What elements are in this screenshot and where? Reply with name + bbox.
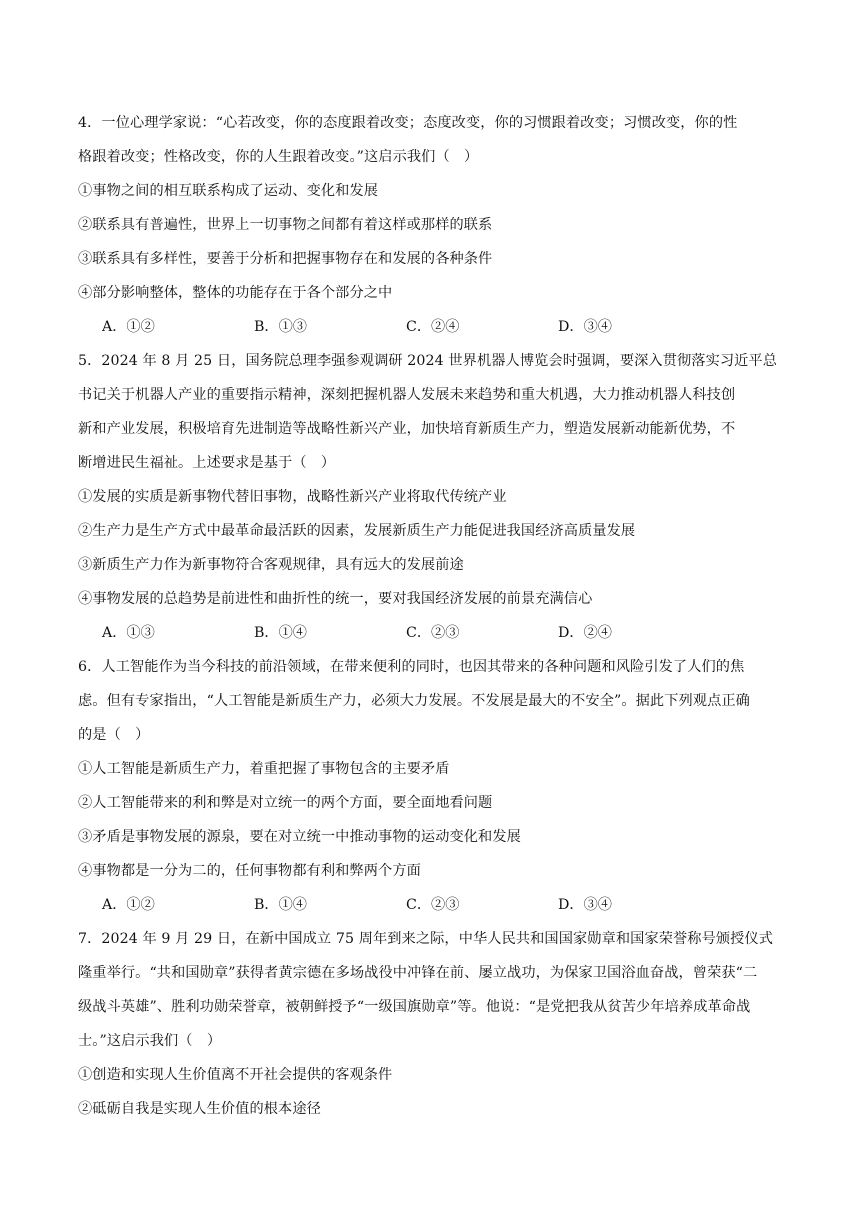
option-a: A．①② xyxy=(102,319,155,335)
question-5 xyxy=(78,344,786,650)
question-6 xyxy=(78,650,786,922)
answer-options xyxy=(78,310,786,344)
question-stem-line: 5．2024 年 8 月 25 日，国务院总理李强参观调研 2024 世界机器人博览会时强调，要深入贯彻落实习近平总 xyxy=(78,353,778,369)
question-stem-line: 隆重举行。“共和国勋章”获得者黄宗德在多场战役中冲锋在前、屡立战功，为保家卫国浴血奋战，曾荣获“二 xyxy=(78,965,758,981)
statement: ④事物都是一分为二的，任何事物都有利和弊两个方面 xyxy=(78,863,421,879)
option-a: A．①③ xyxy=(102,625,155,641)
question-stem-line: 7．2024 年 9 月 29 日，在新中国成立 75 周年到来之际，中华人民共和国国家勋章和国家荣誉称号颁授仪式 xyxy=(78,931,774,947)
option-a: A．①② xyxy=(102,897,155,913)
statement: ③矛盾是事物发展的源泉，要在对立统一中推动事物的运动变化和发展 xyxy=(78,829,521,845)
statement: ③联系具有多样性，要善于分析和把握事物存在和发展的各种条件 xyxy=(78,251,493,267)
statement: ④事物发展的总趋势是前进性和曲折性的统一，要对我国经济发展的前景充满信心 xyxy=(78,591,593,607)
question-4 xyxy=(78,106,786,344)
option-d: D．②④ xyxy=(558,625,612,641)
answer-options xyxy=(78,888,786,922)
option-b: B．①④ xyxy=(254,625,307,641)
question-list xyxy=(78,106,786,1126)
statement: ①创造和实现人生价值离不开社会提供的客观条件 xyxy=(78,1067,393,1083)
statement: ①人工智能是新质生产力，着重把握了事物包含的主要矛盾 xyxy=(78,761,450,777)
option-b: B．①④ xyxy=(254,897,307,913)
question-stem-line: 格跟着改变；性格改变，你的人生跟着改变。”这启示我们（ ） xyxy=(78,149,479,165)
option-c: C．②③ xyxy=(406,625,460,641)
answer-options xyxy=(78,616,786,650)
option-b: B．①③ xyxy=(254,319,307,335)
statement: ②联系具有普遍性，世界上一切事物之间都有着这样或那样的联系 xyxy=(78,217,493,233)
question-stem-line: 书记关于机器人产业的重要指示精神，深刻把握机器人发展未来趋势和重大机遇，大力推动机器人科技创 xyxy=(78,387,736,403)
question-stem-line: 断增进民生福祉。上述要求是基于（ ） xyxy=(78,455,336,471)
question-stem-line: 级战斗英雄”、胜利功勋荣誉章，被朝鲜授予“一级国旗勋章”等。他说：“是党把我从贫苦少年培养成革命战 xyxy=(78,999,751,1015)
statement: ②生产力是生产方式中最革命最活跃的因素，发展新质生产力能促进我国经济高质量发展 xyxy=(78,523,636,539)
option-d: D．③④ xyxy=(558,319,612,335)
question-stem-line: 虑。但有专家指出，“人工智能是新质生产力，必须大力发展。不发展是最大的不安全”。据此下列观点正确 xyxy=(78,693,750,709)
question-stem-line: 新和产业发展，积极培育先进制造等战略性新兴产业，加快培育新质生产力，塑造发展新动能新优势，不 xyxy=(78,421,736,437)
statement: ④部分影响整体，整体的功能存在于各个部分之中 xyxy=(78,285,393,301)
statement: ①发展的实质是新事物代替旧事物，战略性新兴产业将取代传统产业 xyxy=(78,489,507,505)
question-stem-line: 6．人工智能作为当今科技的前沿领域，在带来便利的同时，也因其带来的各种问题和风险引发了人们的焦 xyxy=(78,659,745,675)
option-c: C．②③ xyxy=(406,897,460,913)
option-d: D．③④ xyxy=(558,897,612,913)
question-stem-line: 的是（ ） xyxy=(78,727,150,743)
question-7 xyxy=(78,922,786,1126)
statement: ②人工智能带来的利和弊是对立统一的两个方面，要全面地看问题 xyxy=(78,795,493,811)
option-c: C．②④ xyxy=(406,319,460,335)
statement: ③新质生产力作为新事物符合客观规律，具有远大的发展前途 xyxy=(78,557,464,573)
question-stem-line: 4．一位心理学家说：“心若改变，你的态度跟着改变；态度改变，你的习惯跟着改变；习惯改变，你的性 xyxy=(78,115,738,131)
question-stem-line: 士。”这启示我们（ ） xyxy=(78,1033,222,1049)
statement: ①事物之间的相互联系构成了运动、变化和发展 xyxy=(78,183,379,199)
statement: ②砥砺自我是实现人生价值的根本途径 xyxy=(78,1101,321,1117)
